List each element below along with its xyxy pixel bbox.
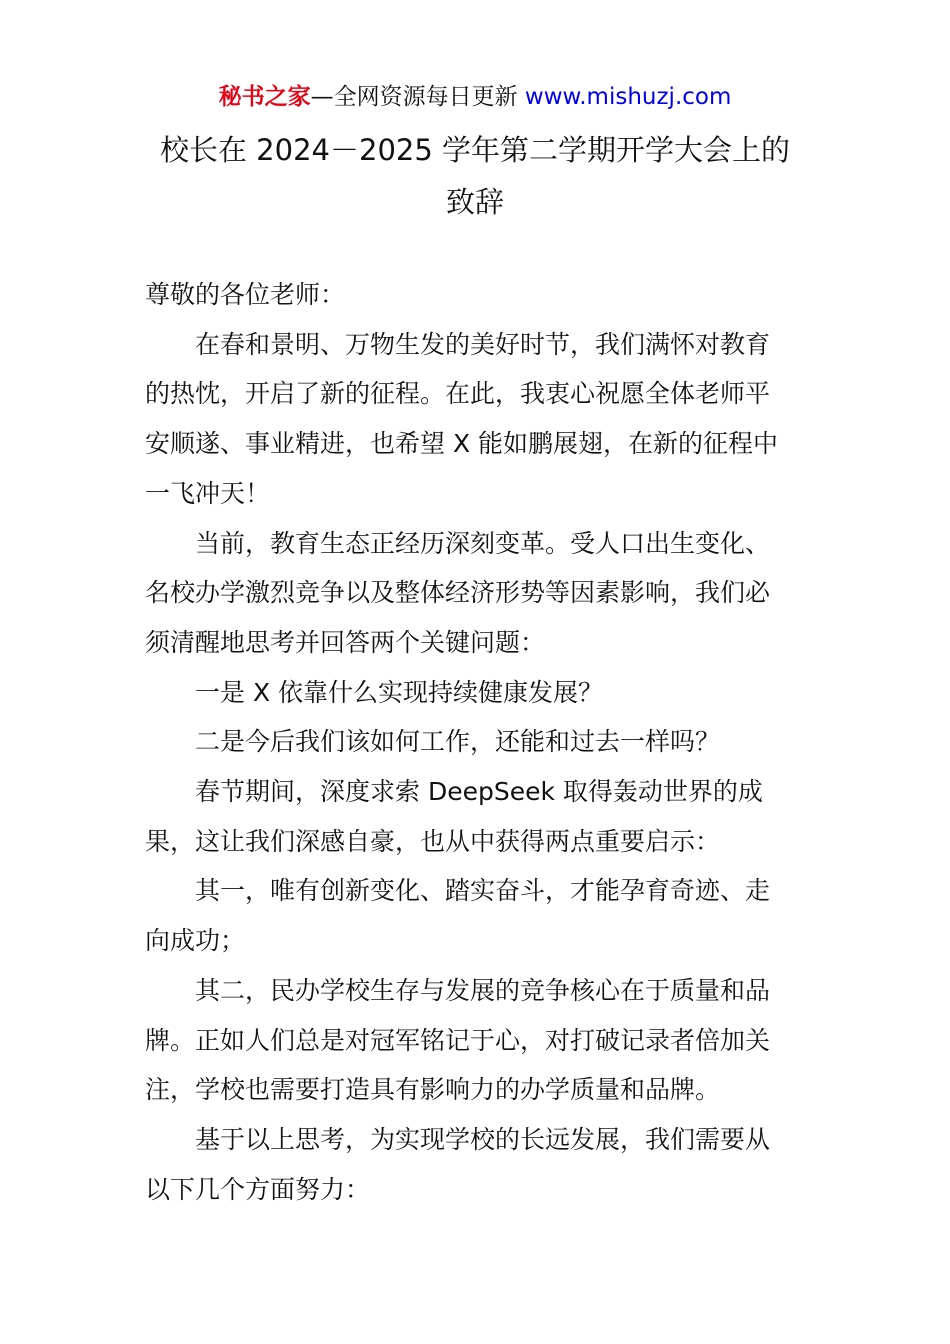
salutation: 尊敬的各位老师： <box>145 280 346 309</box>
body-line: 安顺遂、事业精进，也希望 X 能如鹏展翅，在新的征程中 <box>145 429 779 459</box>
body-line: 其二，民办学校生存与发展的竞争核心在于质量和品 <box>195 975 771 1005</box>
body-line: 当前，教育生态正经历深刻变革。受人口出生变化、 <box>195 528 771 558</box>
paragraph-question-one <box>145 668 810 718</box>
title-line-1: 校长在 2024－2025 学年第二学期开学大会上的 <box>159 133 791 167</box>
site-header <box>0 80 950 114</box>
paragraph-greeting <box>145 320 810 519</box>
body-line: 一飞冲天！ <box>145 478 271 508</box>
header-tagline: —全网资源每日更新 <box>310 84 525 110</box>
paragraph-conclusion <box>145 1115 810 1214</box>
body-line: 注，学校也需要打造具有影响力的办学质量和品牌。 <box>145 1075 721 1105</box>
site-url-link[interactable]: www.mishuzj.com <box>524 84 732 110</box>
title-line-2: 致辞 <box>445 185 504 219</box>
body-line: 以下几个方面努力： <box>145 1174 371 1204</box>
document-body <box>145 270 810 1214</box>
document-title <box>110 124 840 228</box>
body-line: 果，这让我们深感自豪，也从中获得两点重要启示： <box>145 826 721 856</box>
body-line: 二是今后我们该如何工作，还能和过去一样吗？ <box>195 727 721 757</box>
body-line: 牌。正如人们总是对冠军铭记于心，对打破记录者倍加关 <box>145 1025 771 1055</box>
body-line: 其一，唯有创新变化、踏实奋斗，才能孕育奇迹、走 <box>195 876 771 906</box>
paragraph-insight-one <box>145 866 810 965</box>
paragraph-insight-two <box>145 966 810 1115</box>
paragraph-context <box>145 519 810 668</box>
body-line: 一是 X 依靠什么实现持续健康发展？ <box>195 677 604 707</box>
body-line: 的热忱，开启了新的征程。在此，我衷心祝愿全体老师平 <box>145 379 771 409</box>
paragraph-question-two <box>145 717 810 767</box>
body-line: 春节期间，深度求索 DeepSeek 取得轰动世界的成 <box>195 777 763 807</box>
brand-name: 秘书之家 <box>218 84 311 110</box>
body-line: 在春和景明、万物生发的美好时节，我们满怀对教育 <box>195 329 771 359</box>
paragraph-deepseek <box>145 767 810 866</box>
body-line: 向成功； <box>145 926 246 956</box>
body-line: 须清醒地思考并回答两个关键问题： <box>145 627 546 657</box>
body-line: 名校办学激烈竞争以及整体经济形势等因素影响，我们必 <box>145 578 771 608</box>
body-line: 基于以上思考，为实现学校的长远发展，我们需要从 <box>195 1124 771 1154</box>
